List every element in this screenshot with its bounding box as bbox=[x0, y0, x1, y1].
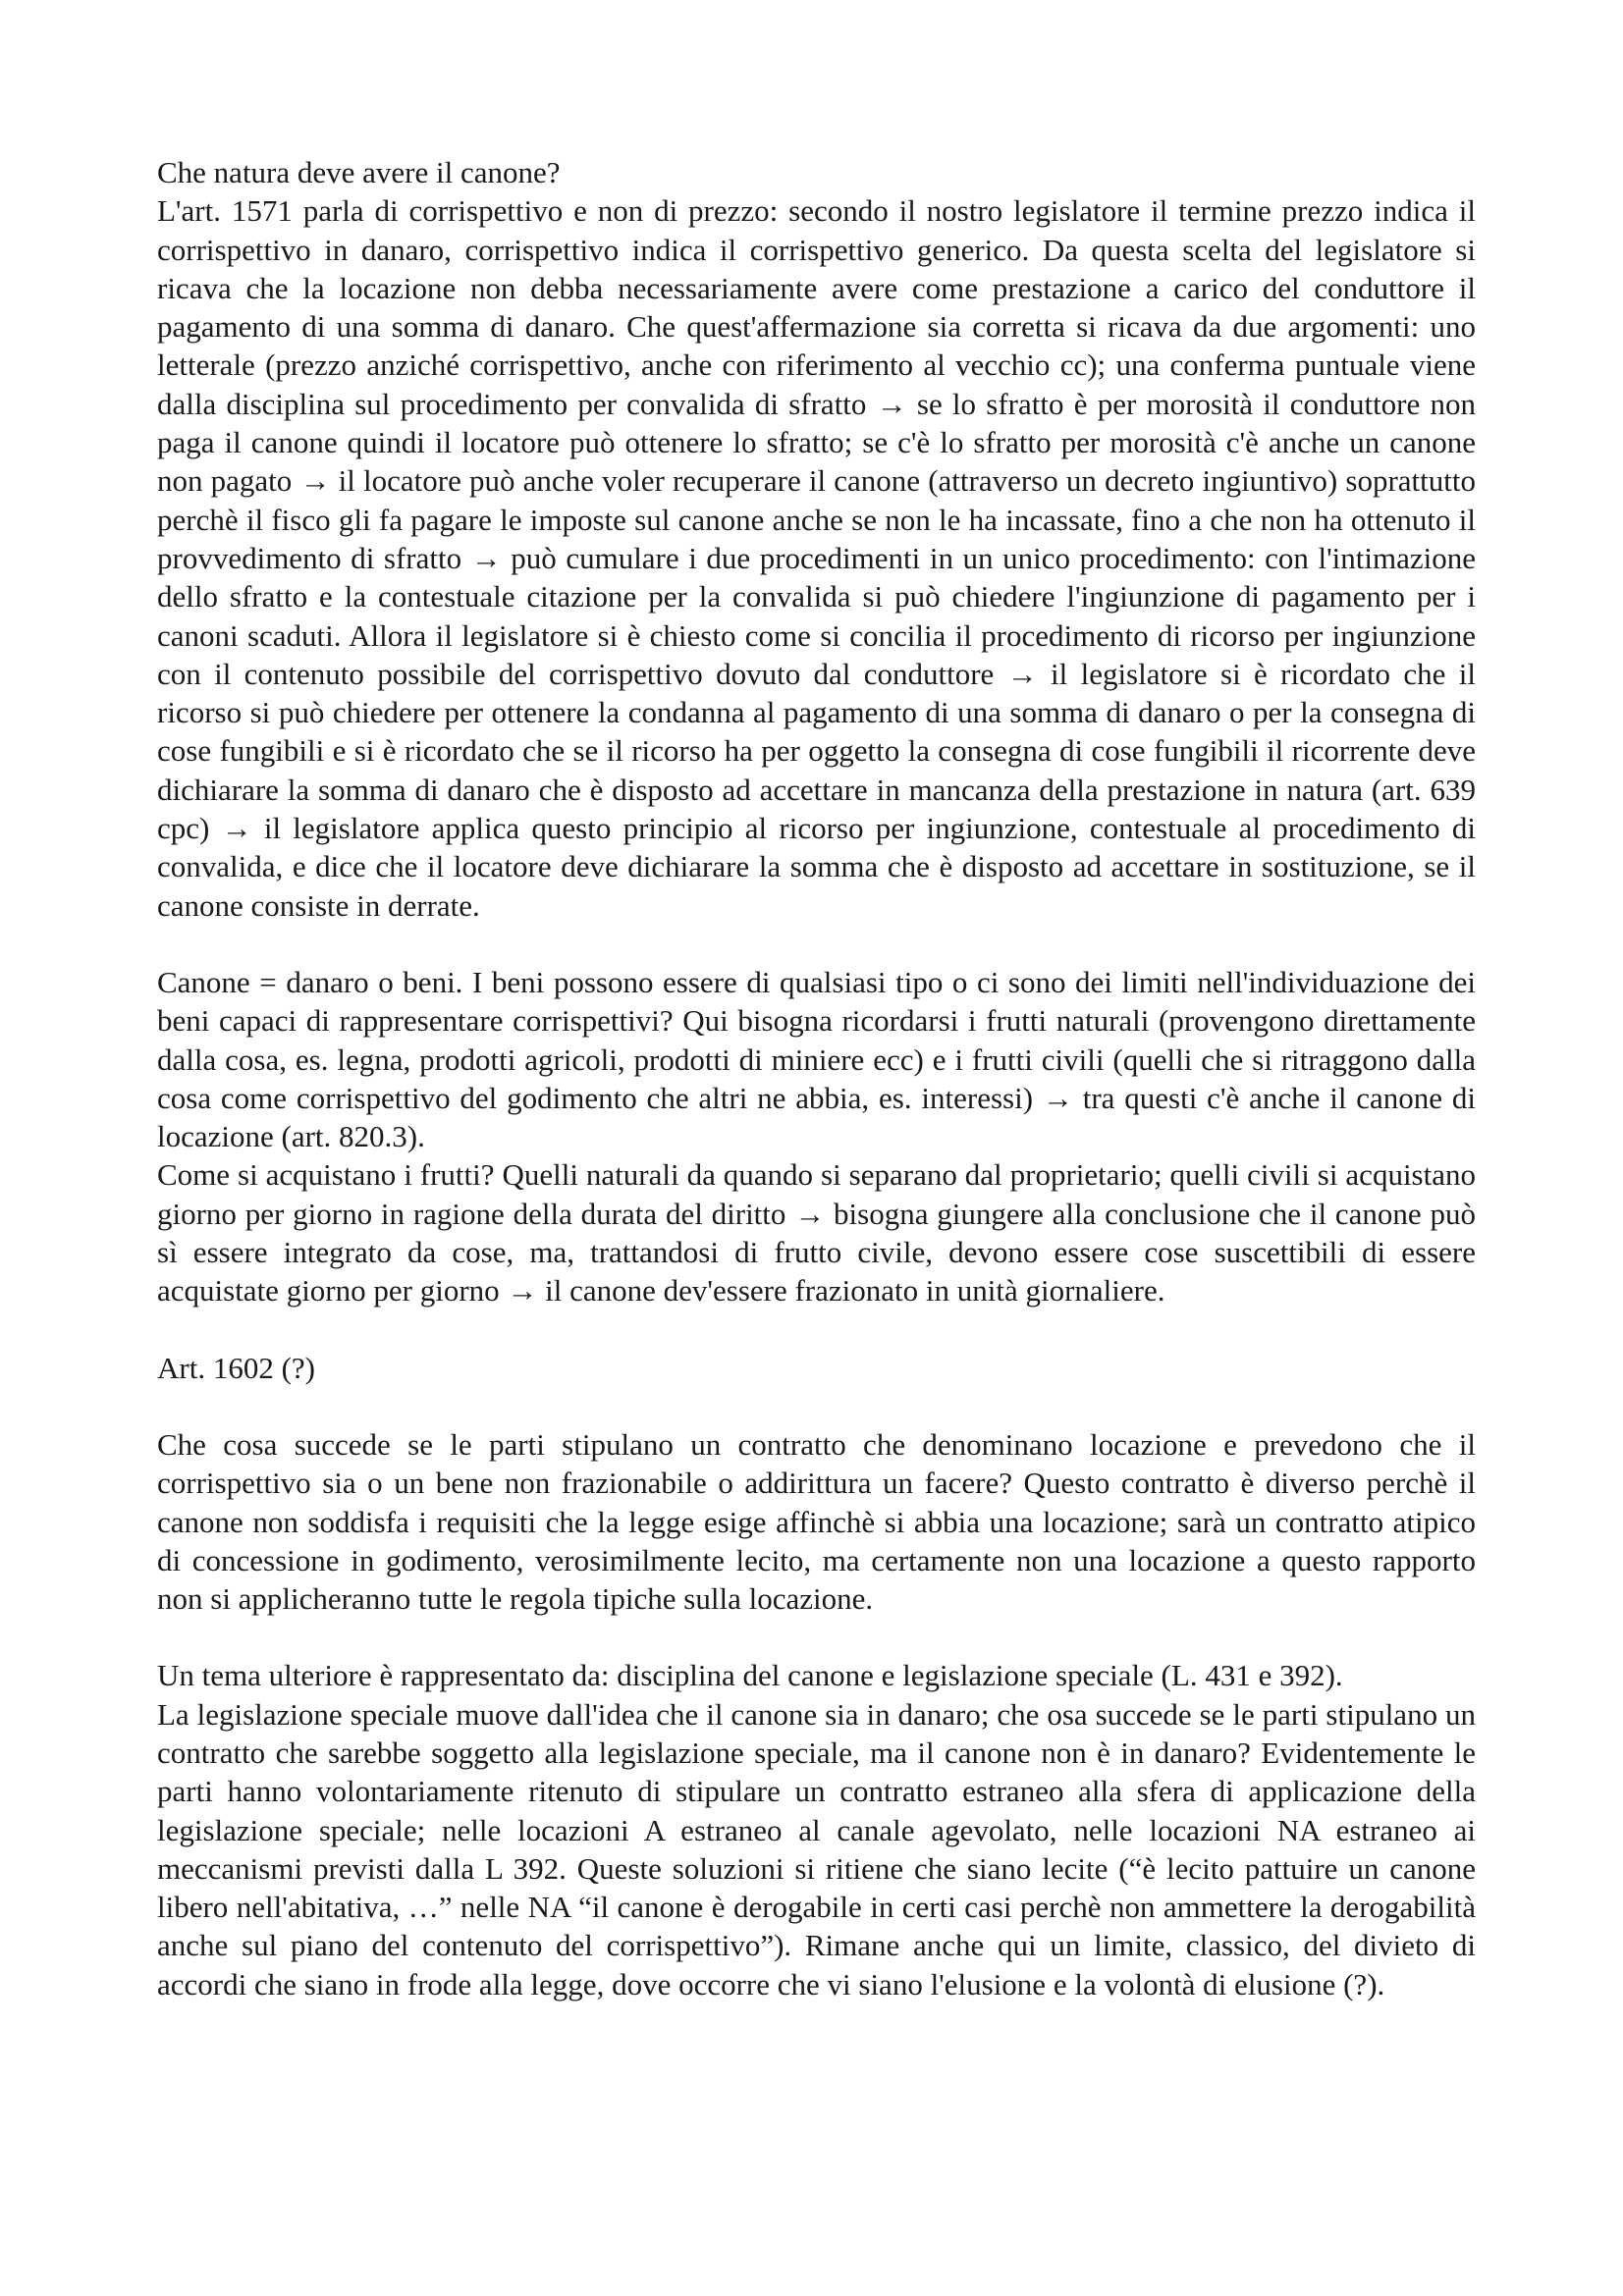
paragraph-canone-beni: Canone = danaro o beni. I beni possono essere di qualsiasi tipo o ci sono dei limiti nell'individuazione dei beni capaci di rappresentare corrispettivi? Qui bisogna ricordarsi i frutti naturali (provengono direttamente dalla cosa, es. legna, prodotti agricoli, prodotti di miniere ecc) e i frutti civili (quelli che si ritraggono dalla cosa come corrispettivo del godimento che altri ne abbia, es. interessi) → tra questi c'è anche il canone di locazione (art. 820.3). bbox=[157, 964, 1476, 1154]
paragraph-contratto-atipico: Che cosa succede se le parti stipulano un contratto che denominano locazione e prevedono che il corrispettivo sia o un bene non frazionabile o addirittura un facere? Questo contratto è diverso perchè il canone non soddisfa i requisiti che la legge esige affinchè si abbia una locazione; sarà un contratto atipico di concessione in godimento, verosimilmente lecito, ma certamente non una locazione a questo rapporto non si applicheranno tutte le regola tipiche sulla locazione. bbox=[157, 1426, 1476, 1617]
paragraph-legislazione-speciale: La legislazione speciale muove dall'idea che il canone sia in danaro; che osa succede se le parti stipulano un contratto che sarebbe soggetto alla legislazione speciale, ma il canone non è in danaro? Evidentemente le parti hanno volontariamente ritenuto di stipulare un contratto estraneo alla sfera di applicazione della legislazione speciale; nelle locazioni A estraneo al canale agevolato, nelle locazioni NA estraneo ai meccanismi previsti dalla L 392. Queste soluzioni si ritiene che siano lecite (“è lecito pattuire un canone libero nell'abitativa, …” nelle NA “il canone è derogabile in certi casi perchè non ammettere la derogabilità anche sul piano del contenuto del corrispettivo”). Rimane anche qui un limite, classico, del divieto di accordi che siano in frode alla legge, dove occorre che vi siano l'elusione e la volontà di elusione (?). bbox=[157, 1696, 1476, 2002]
paragraph-acquisto-frutti: Come si acquistano i frutti? Quelli naturali da quando si separano dal proprietario; quelli civili si acquistano giorno per giorno in ragione della durata del diritto → bisogna giungere alla conclusione che il canone può sì essere integrato da cose, ma, trattandosi di frutto civile, devono essere cose suscettibili di essere acquistate giorno per giorno → il canone dev'essere frazionato in unità giornaliere. bbox=[157, 1157, 1476, 1308]
paragraph-tema-ulteriore: Un tema ulteriore è rappresentato da: disciplina del canone e legislazione speciale (L. 431 e 392). bbox=[157, 1658, 1343, 1693]
document-body bbox=[157, 153, 1476, 2003]
paragraph-art-1571: L'art. 1571 parla di corrispettivo e non di prezzo: secondo il nostro legislatore il termine prezzo indica il corrispettivo in danaro, corrispettivo indica il corrispettivo generico. Da questa scelta del legislatore si ricava che la locazione non debba necessariamente avere come prestazione a carico del conduttore il pagamento di una somma di danaro. Che quest'affermazione sia corretta si ricava da due argomenti: uno letterale (prezzo anziché corrispettivo, anche con riferimento al vecchio cc); una conferma puntuale viene dalla disciplina sul procedimento per convalida di sfratto → se lo sfratto è per morosità il conduttore non paga il canone quindi il locatore può ottenere lo sfratto; se c'è lo sfratto per morosità c'è anche un canone non pagato → il locatore può anche voler recuperare il canone (attraverso un decreto ingiuntivo) soprattutto perchè il fisco gli fa pagare le imposte sul canone anche se non le ha incassate, fino a che non ha ottenuto il provvedimento di sfratto → può cumulare i due procedimenti in un unico procedimento: con l'intimazione dello sfratto e la contestuale citazione per la convalida si può chiedere l'ingiunzione di pagamento per i canoni scaduti. Allora il legislatore si è chiesto come si concilia il procedimento di ricorso per ingiunzione con il contenuto possibile del corrispettivo dovuto dal conduttore → il legislatore si è ricordato che il ricorso si può chiedere per ottenere la condanna al pagamento di una somma di danaro o per la consegna di cose fungibili e si è ricordato che se il ricorso ha per oggetto la consegna di cose fungibili il ricorrente deve dichiarare la somma di danaro che è disposto ad accettare in mancanza della prestazione in natura (art. 639 cpc) → il legislatore applica questo principio al ricorso per ingiunzione, contestuale al procedimento di convalida, e dice che il locatore deve dichiarare la somma che è disposto ad accettare in sostituzione, se il canone consiste in derrate. bbox=[157, 193, 1476, 923]
paragraph-art-1602: Art. 1602 (?) bbox=[157, 1350, 315, 1385]
paragraph-question-title: Che natura deve avere il canone? bbox=[157, 155, 561, 189]
